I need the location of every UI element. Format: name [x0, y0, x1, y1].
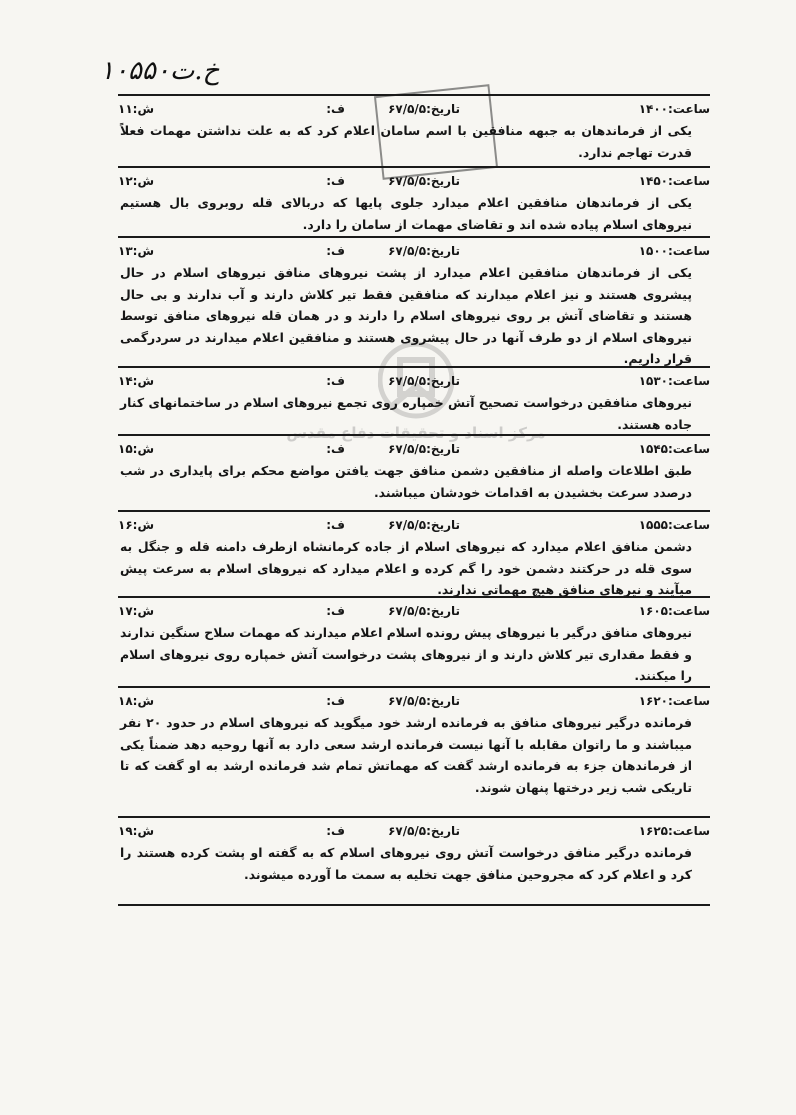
- document-number: خ.ت۱۰۵۵۰: [100, 56, 220, 86]
- entry-date: تاریخ:۶۷/۵/۵: [388, 102, 460, 116]
- entry-f-label: ف:: [326, 604, 345, 618]
- entry-time: ساعت:۱۶۲۰: [638, 694, 710, 708]
- entry-number: ش:۱۱: [118, 102, 155, 116]
- entry-divider: [118, 94, 710, 96]
- entry-header: [118, 692, 710, 712]
- entry-number: ش:۱۴: [118, 374, 155, 388]
- entry-number: ش:۱۹: [118, 824, 155, 838]
- log-entry: [118, 242, 710, 370]
- entry-time: ساعت:۱۶۲۵: [638, 824, 710, 838]
- entry-text: فرمانده درگیر منافق درخواست آتش روی نیروهای اسلام که به گفته او پشت کرده هستند را کرد و اعلام کرد که مجروحین منافق جهت تخلیه به سمت ما آورده میشوند.: [120, 845, 692, 882]
- entry-f-label: ف:: [326, 518, 345, 532]
- entry-header: [118, 242, 710, 262]
- entry-divider: [118, 366, 710, 368]
- entry-divider: [118, 904, 710, 906]
- entry-date: تاریخ:۶۷/۵/۵: [388, 244, 460, 258]
- entry-divider: [118, 434, 710, 436]
- log-entry: [118, 692, 710, 798]
- entry-number: ش:۱۳: [118, 244, 155, 258]
- entry-date: تاریخ:۶۷/۵/۵: [388, 174, 460, 188]
- entry-f-label: ف:: [326, 824, 345, 838]
- entry-time: ساعت:۱۶۰۵: [638, 604, 710, 618]
- entry-divider: [118, 596, 710, 598]
- log-entry: [118, 372, 710, 435]
- entry-date: تاریخ:۶۷/۵/۵: [388, 604, 460, 618]
- entry-divider: [118, 166, 710, 168]
- entry-header: [118, 516, 710, 536]
- entry-header: [118, 372, 710, 392]
- entry-f-label: ف:: [326, 102, 345, 116]
- entry-header: [118, 440, 710, 460]
- entry-time: ساعت:۱۵۴۵: [638, 442, 710, 456]
- entry-date: تاریخ:۶۷/۵/۵: [388, 824, 460, 838]
- entry-date: تاریخ:۶۷/۵/۵: [388, 374, 460, 388]
- entry-divider: [118, 510, 710, 512]
- entry-time: ساعت:۱۵۵۵: [638, 518, 710, 532]
- entry-text: یکی از فرماندهان منافقین اعلام میدارد از پشت نیروهای منافق نیروهای اسلام در حال پیشروی هستند و نیز اعلام میدارند که منافقین فقط تیر کلاش دارند و آب ندارند و بی حال هستند و تقاضای آتش بر روی نیروهای اسلام را دارند و در همان قله نیروهای منافق توسط نیروهای اسلام از دو طرف آنها در حال پیشروی هستند و منافقین اعلام میدارند در سردرگمی قرار داریم.: [120, 265, 692, 366]
- entry-header: [118, 822, 710, 842]
- entry-header: [118, 172, 710, 192]
- entry-text: طبق اطلاعات واصله از منافقین دشمن منافق جهت یافتن مواضع محکم برای پایداری در شب درصدد سرعت بخشیدن به اقدامات خودشان میباشند.: [120, 463, 692, 500]
- log-entry: [118, 602, 710, 687]
- entry-text: یکی از فرماندهان به جبهه منافقین با اسم سامان اعلام کرد که به علت نداشتن مهمات فعلاً قدرت تهاجم ندارد.: [120, 123, 692, 160]
- entry-time: ساعت:۱۴۵۰: [638, 174, 710, 188]
- entry-header: [118, 100, 710, 120]
- entry-number: ش:۱۷: [118, 604, 155, 618]
- entry-header: [118, 602, 710, 622]
- entry-date: تاریخ:۶۷/۵/۵: [388, 518, 460, 532]
- entry-date: تاریخ:۶۷/۵/۵: [388, 694, 460, 708]
- entry-number: ش:۱۵: [118, 442, 155, 456]
- entry-divider: [118, 236, 710, 238]
- entry-date: تاریخ:۶۷/۵/۵: [388, 442, 460, 456]
- log-entry: [118, 822, 710, 885]
- entry-number: ش:۱۸: [118, 694, 155, 708]
- log-entry: [118, 516, 710, 601]
- entry-divider: [118, 686, 710, 688]
- entry-number: ش:۱۲: [118, 174, 155, 188]
- entry-text: فرمانده درگیر نیروهای منافق به فرمانده ارشد خود میگوید که نیروهای اسلام در حدود ۲۰ نفر میباشند و ما راتوان مقابله با آنها نیست فرمانده ارشد سعی دارد به آنها روحیه دهد ضمناً یکی از فرماندهان جزء به فرمانده ارشد گفت که مهماتش تمام شد فرمانده ارشد به او گفت که تا تاریکی شب زیر درختها پنهان شوند.: [120, 715, 693, 795]
- entry-number: ش:۱۶: [118, 518, 155, 532]
- log-entry: [118, 440, 710, 503]
- entry-time: ساعت:۱۵۳۰: [638, 374, 710, 388]
- entry-divider: [118, 816, 710, 818]
- entry-f-label: ف:: [326, 442, 345, 456]
- entry-text: یکی از فرماندهان منافقین اعلام میدارد جلوی پایها که دربالای قله روبروی بال هستیم نیروهای اسلام پیاده شده اند و تقاضای مهمات از سامان را دارد.: [120, 195, 692, 232]
- entry-text: نیروهای منافق درگیر با نیروهای پیش رونده اسلام اعلام میدارند که مهمات سلاح سنگین ندارند و فقط مقداری تیر کلاش دارند و از نیروهای پشت درخواست آتش خمپاره روی نیروهای اسلام را میکنند.: [120, 625, 692, 683]
- entry-f-label: ف:: [326, 374, 345, 388]
- entry-text: نیروهای منافقین درخواست تصحیح آتش خمپاره روی تجمع نیروهای اسلام در ساختمانهای کنار جاده هستند.: [120, 395, 692, 432]
- watermark-text: مرکز اسناد و تحقیقات دفاع مقدس: [286, 424, 546, 442]
- log-entry: [118, 100, 710, 163]
- log-entry: [118, 172, 710, 235]
- entry-time: ساعت:۱۵۰۰: [638, 244, 710, 258]
- entry-time: ساعت:۱۴۰۰: [638, 102, 710, 116]
- entry-f-label: ف:: [326, 244, 345, 258]
- entry-f-label: ف:: [326, 694, 345, 708]
- entry-text: دشمن منافق اعلام میدارد که نیروهای اسلام از جاده کرمانشاه ازطرف دامنه قله و جنگل به سوی قله در حرکتند دشمن خود را گم کرده و اعلام میدارد که نیروهای اسلام به سرعت پیش میآیند و نیرهای منافق هیچ مهماتی ندارند.: [120, 539, 692, 597]
- entry-f-label: ف:: [326, 174, 345, 188]
